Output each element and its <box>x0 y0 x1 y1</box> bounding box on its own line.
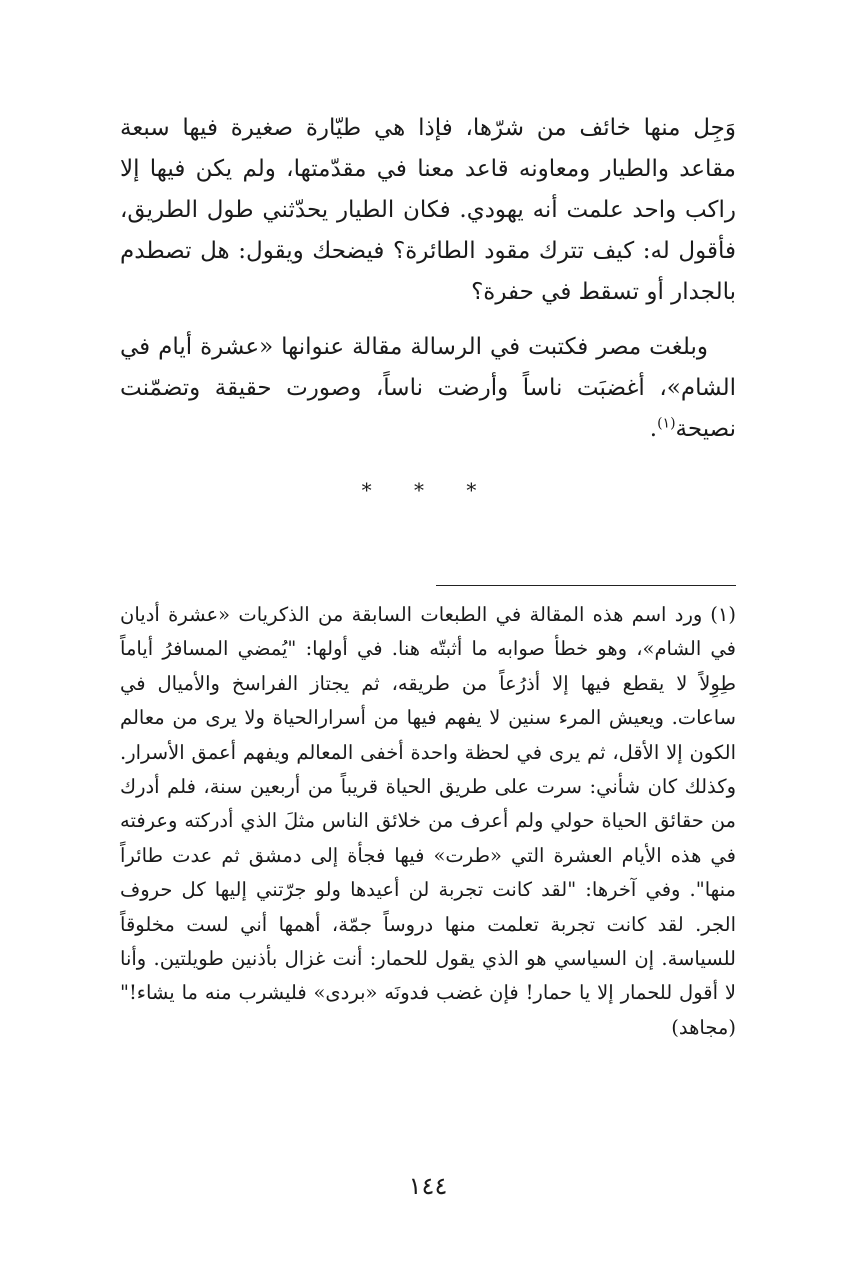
paragraph-2 <box>120 327 736 450</box>
main-text <box>120 108 736 450</box>
paragraph-2-text: وبلغت مصر فكتبت في الرسالة مقالة عنوانها «عشرة أيام في الشام»، أغضبَت ناساً وأرضت ناساً، وصورت حقيقة وتضمّنت نصيحة <box>120 334 736 442</box>
paragraph-2-end: . <box>649 416 658 442</box>
page-number: ١٤٤ <box>408 1172 448 1200</box>
footnote-divider <box>436 585 736 586</box>
paragraph-1: وَجِل منها خائف من شرّها، فإذا هي طيّارة صغيرة فيها سبعة مقاعد والطيار ومعاونه قاعد معنا في مقدّمتها، ولم يكن فيها إلا راكب واحد علمت أنه يهودي. فكان الطيار يحدّثني طول الطريق، فأقول له: كيف تترك مقود الطائرة؟ فيضحك ويقول: هل تصطدم بالجدار أو تسقط في حفرة؟ <box>120 115 737 305</box>
section-separator: * * * <box>361 478 495 502</box>
footnote-text: ورد اسم هذه المقالة في الطبعات السابقة من الذكريات «عشرة أديان في الشام»، وهو خطأ صوابه ما أثبتّه هنا. في أولها: "يُمضي المسافرُ أياماً طِوِلاً لا يقطع فيها إلا أذرُعاً من طريقه، ثم يجتاز الفراسخ والأميال في ساعات. ويعيش المرء سنين لا يفهم فيها من أسرارالحياة ولا يرى من معالم الكون إلا الأقل، ثم يرى في لحظة واحدة أخفى المعالم ويفهم أعمق الأسرار. وكذلك كان شأني: سرت على طريق الحياة قريباً من أربعين سنة، فلم أدرك من حقائق الحياة حولي ولم أعرف من خلائق الناس مثلَ الذي أدركته وعرفته في هذه الأيام العشرة التي «طرت» فيها فجأة إلى دمشق ثم عدت طائراً منها". وفي آخرها: "لقد كانت تجربة لن أعيدها ولو جرّتني إليها كل حروف الجر. لقد كانت تجربة تعلمت منها دروساً جمّة، أهمها أني لست مخلوقاً للسياسة. إن السياسي هو الذي يقول للحمار: أنت غزال بأذنين طويلتين. وأنا لا أقول للحمار إلا يا حمار! فإن غضب فدونَه «بردى» فليشرب منه ما يشاء!" (مجاهد) <box>120 603 736 1039</box>
footnote-marker: (١) <box>710 603 736 626</box>
footnote <box>120 598 736 1045</box>
footnote-reference: (١) <box>657 415 676 432</box>
